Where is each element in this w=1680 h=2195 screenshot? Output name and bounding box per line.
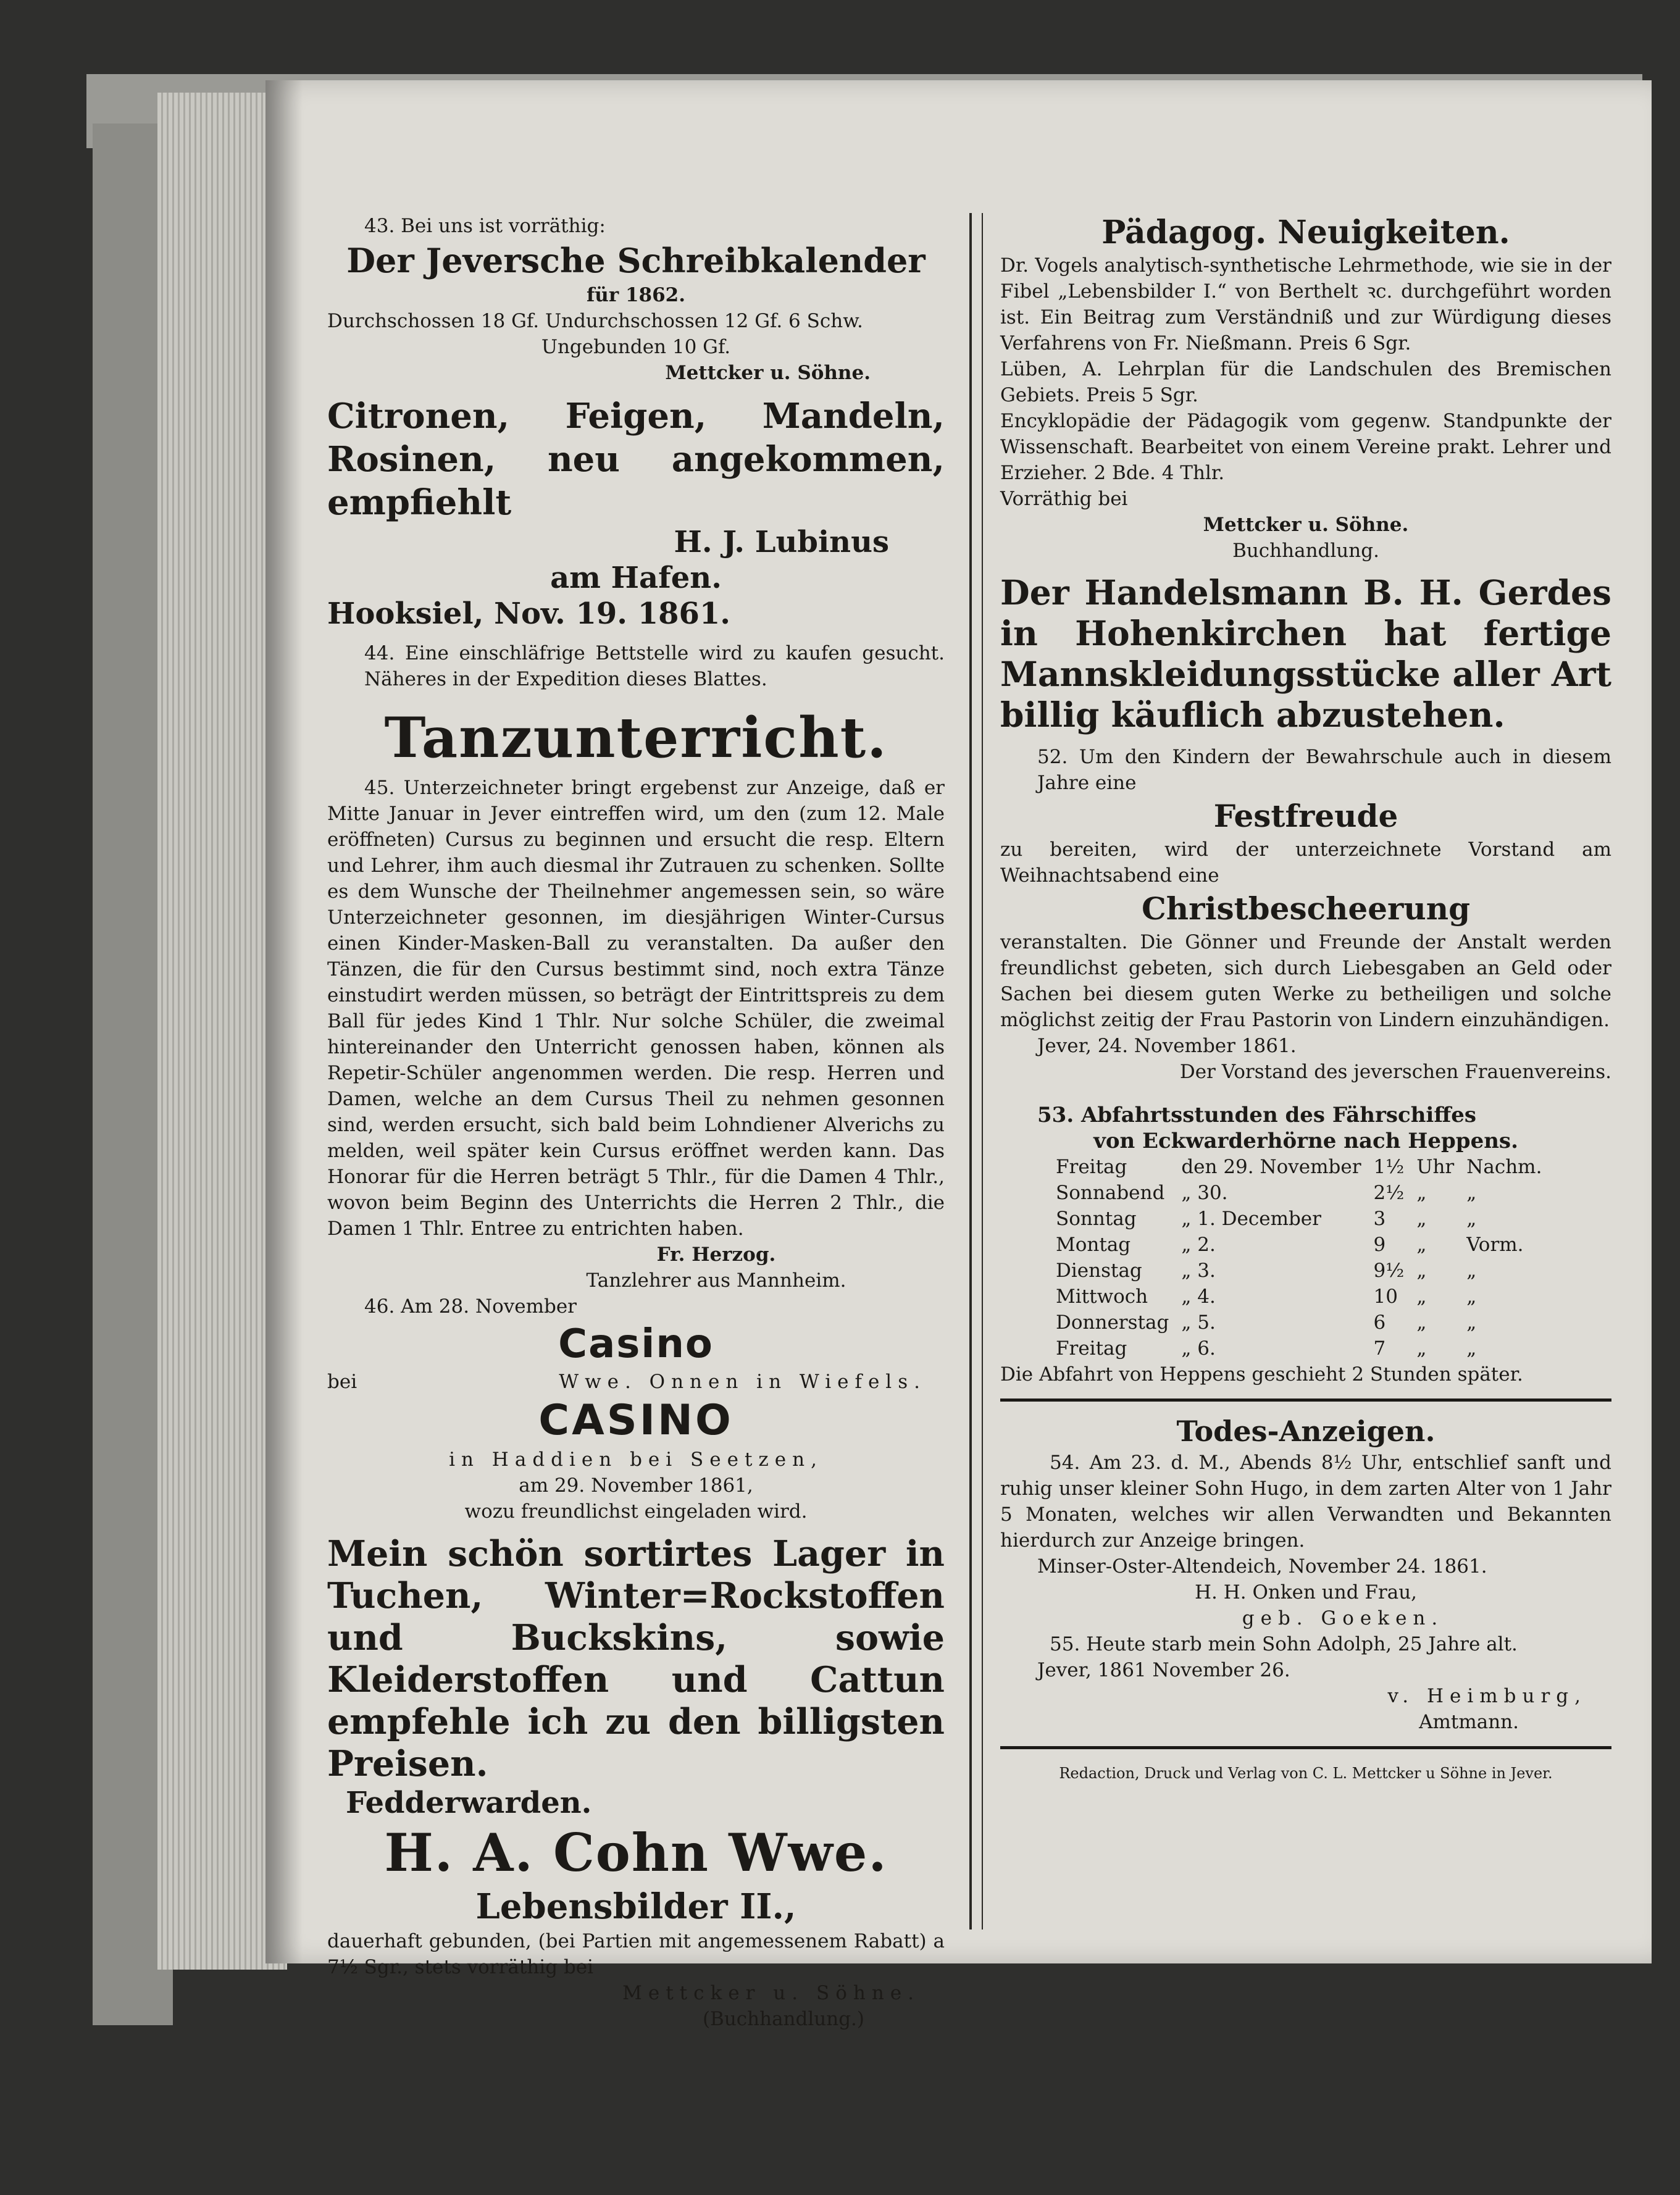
ad43-prices: Durchschossen 18 Gf. Undurchschossen 12 Gf. 6 Schw. (327, 310, 863, 332)
paed-signer: Mettcker u. Söhne. (1203, 514, 1409, 536)
ad45-signer-role: Tanzlehrer aus Mannheim. (586, 1269, 846, 1292)
lubinus-place: am Hafen. (550, 561, 722, 595)
ferry-cell-unit: „ (1416, 1208, 1427, 1230)
ferry-cell-day: Freitag (1056, 1156, 1127, 1178)
ad54-signer2: geb. Goeken. (1242, 1607, 1444, 1629)
ad46-host1: Wwe. Onnen in Wiefels. (559, 1371, 926, 1393)
ferry-cell-unit: „ (1416, 1337, 1427, 1360)
ferry-cell-unit: „ (1416, 1234, 1427, 1256)
ferry-cell-day: Dienstag (1056, 1260, 1142, 1282)
ad45-text: 45. Unterzeichneter bringt ergebenst zur Anzeige, daß er Mitte Januar in Jever eintreffen wird, um den (zum 12. Male eröffneten) Cursus zu beginnen und ersucht die resp. Eltern und Lehrer, ihm auch diesmal ihr Zutrauen zu schenken. Sollte es dem Wunsche der Theilnehmer angemessen sein, so wäre Unterzeichneter gesonnen, im diesjährigen Winter-Cursus einen Kinder-Masken-Ball zu veranstalten. Da außer den Tänzen, die für den Cursus bestimmt sind, noch extra Tänze einstudirt werden müssen, so beträgt der Eintrittspreis zu dem Ball für jedes Kind 1 Thlr. Nur solche Schüler, die zweimal hintereinander den Unterricht genossen haben, können als Repetir-Schüler angenommen werden. Die resp. Herren und Damen, welche an dem Cursus Theil zu nehmen gesonnen sind, werden ersucht, sich bald beim Lohndiener Alverichs zu melden, weil später kein Cursus eröffnet werden kann. Das Honorar für die Herren beträgt 5 Thlr., für die Damen 4 Thlr., wovon beim Beginn des Unterrichts die Herren 2 Thlr., die Damen 1 Thlr. Entree zu entrichten haben. (327, 777, 945, 1240)
ferry-cell-date: den 29. November (1181, 1156, 1361, 1178)
ferry-cell-day: Montag (1056, 1234, 1131, 1256)
ferry-cell-unit: Uhr (1416, 1156, 1455, 1178)
ferry-cell-time: „ (1466, 1311, 1477, 1334)
column-rule (969, 213, 972, 1930)
todes-title: Todes-Anzeigen. (1176, 1415, 1436, 1448)
ferry-cell-date: „ 3. (1181, 1260, 1216, 1282)
paed-signer-sub: Buchhandlung. (1232, 540, 1379, 562)
ad52-signer: Der Vorstand des jeverschen Frauenvereins. (1179, 1061, 1611, 1083)
ad46-casino1: Casino (558, 1321, 714, 1367)
ferry-row (1050, 1336, 1548, 1361)
ad46-invite: wozu freundlichst eingeladen wird. (464, 1500, 808, 1523)
ferry-cell-hour: 10 (1373, 1286, 1398, 1308)
ferry-row (1050, 1284, 1548, 1310)
ferry-cell-time: „ (1466, 1208, 1477, 1230)
paed-title: Pädagog. Neuigkeiten. (1101, 214, 1510, 251)
ferry-cell-date: „ 1. December (1181, 1208, 1321, 1230)
ad45-title: Tanzunterricht. (384, 705, 888, 771)
lebensbilder-signer-sub: (Buchhandlung.) (702, 2008, 864, 2030)
ferry-cell-hour: 3 (1373, 1208, 1386, 1230)
ferry-schedule-body (1050, 1154, 1548, 1361)
ferry-cell-date: „ 2. (1181, 1234, 1216, 1256)
ad54-signer: H. H. Onken und Frau, (1194, 1581, 1418, 1603)
ad46-host1-line (327, 1369, 945, 1395)
lebensbilder-text: dauerhaft gebunden, (bei Partien mit angemessenem Rabatt) a 7½ Sgr., stets vorräthig bei (327, 1930, 945, 1978)
ad44-text: 44. Eine einschläfrige Bettstelle wird zu kaufen gesucht. Näheres in der Expedition dieses Blattes. (364, 642, 945, 690)
ad55-role: Amtmann. (1419, 1711, 1519, 1733)
ferry-cell-unit: „ (1416, 1260, 1427, 1282)
paed-item2: Lüben, A. Lehrplan für die Landschulen des Bremischen Gebiets. Preis 5 Sgr. (1000, 358, 1611, 406)
ad53-title1: 53. Abfahrtsstunden des Fährschiffes (1037, 1103, 1477, 1127)
ad55-signer: v. Heimburg, (1387, 1685, 1587, 1707)
ferry-cell-hour: 7 (1373, 1337, 1386, 1360)
ad52-christ: Christbescheerung (1141, 890, 1471, 927)
ferry-cell-day: Sonntag (1056, 1208, 1137, 1230)
ad54-date: Minser-Oster-Altendeich, November 24. 1861. (1037, 1555, 1487, 1578)
ad54-text: 54. Am 23. d. M., Abends 8½ Uhr, entschlief sanft und ruhig unser kleiner Sohn Hugo, in dem zarten Alter von 1 Jahr 5 Monaten, welches wir allen Verwandten und Bekannten hierdurch zur Anzeige bringen. (1000, 1452, 1611, 1552)
ferry-cell-hour: 1½ (1373, 1156, 1405, 1178)
ferry-cell-unit: „ (1416, 1286, 1427, 1308)
ferry-cell-unit: „ (1416, 1182, 1427, 1204)
ad53-note: Die Abfahrt von Heppens geschieht 2 Stunden später. (1000, 1363, 1523, 1386)
ferry-row (1050, 1310, 1548, 1336)
ad43-year: für 1862. (586, 284, 686, 306)
ferry-cell-date: „ 30. (1181, 1182, 1228, 1204)
gerdes-text: Der Handelsmann B. H. Gerdes in Hohenkirchen hat fertige Mannskleidungsstücke aller Art billig käuflich abzustehen. (1000, 572, 1611, 735)
ferry-cell-date: „ 6. (1181, 1337, 1216, 1360)
ferry-cell-hour: 2½ (1373, 1182, 1405, 1204)
ferry-cell-date: „ 4. (1181, 1286, 1216, 1308)
paed-stock: Vorräthig bei (1000, 488, 1128, 510)
ferry-row (1050, 1206, 1548, 1232)
ferry-cell-hour: 9 (1373, 1234, 1386, 1256)
ferry-cell-time: „ (1466, 1260, 1477, 1282)
ferry-cell-time: „ (1466, 1337, 1477, 1360)
cohn-place: Fedderwarden. (346, 1786, 592, 1820)
ferry-schedule (1050, 1154, 1548, 1361)
ad46-bei: bei (327, 1371, 357, 1393)
ad52-intro: 52. Um den Kindern der Bewahrschule auch in diesem Jahre eine (1037, 746, 1611, 794)
ferry-cell-time: „ (1466, 1182, 1477, 1204)
ad55-text: 55. Heute starb mein Sohn Adolph, 25 Jahre alt. (1050, 1633, 1518, 1655)
ferry-cell-day: Mittwoch (1056, 1286, 1148, 1308)
right-column (1000, 213, 1611, 1786)
lebensbilder-title: Lebensbilder II., (475, 1886, 796, 1927)
ferry-cell-hour: 6 (1373, 1311, 1386, 1334)
ad52-dateline: Jever, 24. November 1861. (1037, 1035, 1297, 1057)
ferry-cell-hour: 9½ (1373, 1260, 1405, 1282)
ad46-intro: 46. Am 28. November (364, 1295, 577, 1318)
divider (1000, 1399, 1611, 1402)
ferry-row (1050, 1258, 1548, 1284)
ferry-row (1050, 1232, 1548, 1258)
ad55-date: Jever, 1861 November 26. (1037, 1659, 1290, 1681)
left-column (327, 213, 945, 2032)
cohn-name: H. A. Cohn Wwe. (384, 1822, 888, 1883)
ad46-date2: am 29. November 1861, (519, 1474, 753, 1497)
ferry-cell-unit: „ (1416, 1311, 1427, 1334)
ferry-cell-time: Nachm. (1466, 1156, 1542, 1178)
ad43-prices-unbound: Ungebunden 10 Gf. (541, 336, 731, 358)
lebensbilder-signer: Mettcker u. Söhne. (622, 1982, 920, 2004)
ad43-title: Der Jeversche Schreibkalender (346, 241, 926, 280)
ferry-row (1050, 1180, 1548, 1206)
ad45-signer: Fr. Herzog. (656, 1244, 776, 1266)
ad46-host2: in Haddien bei Seetzen, (449, 1449, 823, 1471)
ferry-cell-time: Vorm. (1466, 1234, 1524, 1256)
cohn-text: Mein schön sortirtes Lager in Tuchen, Winter=Rockstoffen und Buckskins, sowie Kleiderstoffen und Cattun empfehle ich zu den billigsten Preisen. (327, 1533, 945, 1784)
ad43-signer: Mettcker u. Söhne. (665, 362, 871, 384)
ferry-cell-date: „ 5. (1181, 1311, 1216, 1334)
ferry-cell-day: Sonnabend (1056, 1182, 1165, 1204)
lubinus-dateline: Hooksiel, Nov. 19. 1861. (327, 596, 730, 631)
divider-bottom (1000, 1746, 1611, 1749)
ad52-text: veranstalten. Die Gönner und Freunde der Anstalt werden freundlichst gebeten, sich durch Liebesgaben an Geld oder Sachen bei diesem guten Werke zu betheiligen und solche möglichst zeitig der Frau Pastorin von Lindern einzuhändigen. (1000, 931, 1611, 1031)
ad52-mid: zu bereiten, wird der unterzeichnete Vorstand am Weihnachtsabend eine (1000, 838, 1611, 887)
gutter-shadow (265, 80, 303, 1963)
lubinus-text: Citronen, Feigen, Mandeln, Rosinen, neu angekommen, empfiehlt (327, 396, 945, 523)
ad43-intro: 43. Bei uns ist vorräthig: (364, 215, 606, 237)
ad52-festfreude: Festfreude (1213, 798, 1398, 834)
ferry-cell-day: Freitag (1056, 1337, 1127, 1360)
lubinus-name: H. J. Lubinus (674, 525, 889, 559)
paed-item1: Dr. Vogels analytisch-synthetische Lehrmethode, wie sie in der Fibel „Lebensbilder I.“ von Berthelt ꝛc. durchgeführt worden ist. Ein Beitrag zum Verständniß und zur Würdigung dieses Verfahrens von Fr. Nießmann. Preis 6 Sgr. (1000, 254, 1611, 354)
ferry-cell-time: „ (1466, 1286, 1477, 1308)
column-rule-thin (982, 213, 983, 1930)
imprint: Redaction, Druck und Verlag von C. L. Mettcker u Söhne in Jever. (1059, 1765, 1553, 1782)
ad46-casino2: CASINO (538, 1396, 733, 1445)
ad53-title2: von Eckwarderhörne nach Heppens. (1093, 1129, 1518, 1153)
paed-item3: Encyklopädie der Pädagogik vom gegenw. Standpunkte der Wissenschaft. Bearbeitet von einem Vereine prakt. Lehrer und Erzieher. 2 Bde. 4 Thlr. (1000, 410, 1611, 484)
ferry-row (1050, 1154, 1548, 1180)
ferry-cell-day: Donnerstag (1056, 1311, 1169, 1334)
